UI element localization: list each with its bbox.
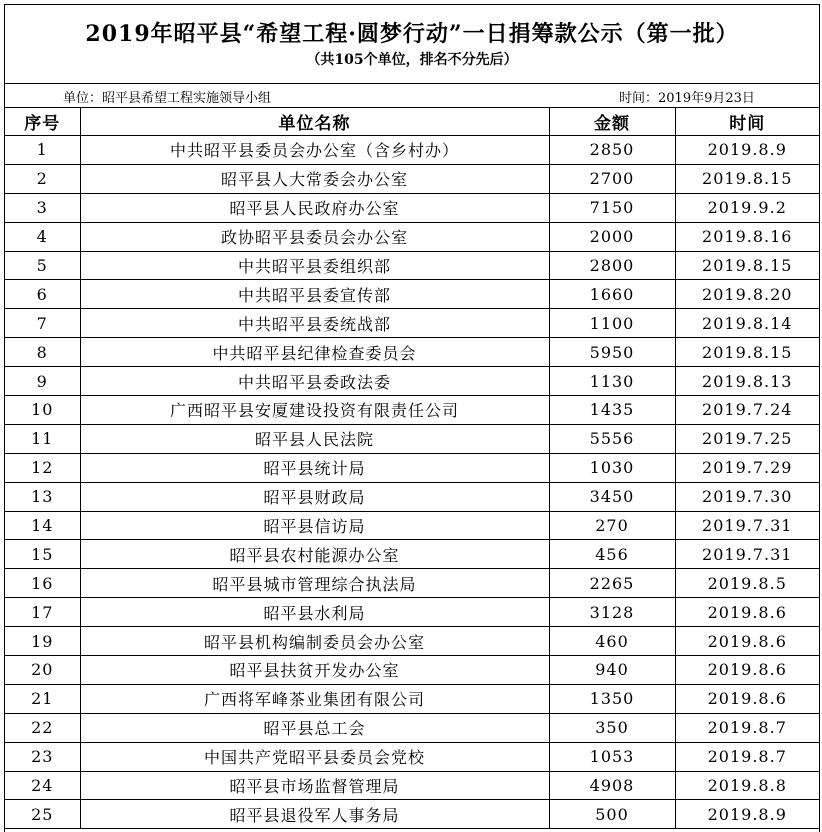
row-index: 6 [5, 280, 80, 309]
row-index: 15 [5, 540, 80, 569]
row-amount: 456 [549, 540, 675, 569]
table-row [5, 482, 819, 511]
row-date: 2019.8.15 [675, 251, 819, 280]
row-unit-name: 中共昭平县纪律检查委员会 [80, 338, 549, 367]
row-unit-name: 中国共产党昭平县委员会党校 [80, 742, 549, 771]
table-row [5, 569, 819, 598]
table-row [5, 598, 819, 627]
table-row [5, 656, 819, 685]
row-date: 2019.8.16 [675, 222, 819, 251]
row-unit-name: 昭平县市场监督管理局 [80, 771, 549, 800]
row-date: 2019.8.7 [675, 713, 819, 742]
row-unit-name: 昭平县财政局 [80, 482, 549, 511]
row-amount: 1053 [549, 742, 675, 771]
issuing-unit: 单位：昭平县希望工程实施领导小组 [63, 91, 272, 106]
row-date: 2019.7.30 [675, 482, 819, 511]
row-unit-name: 中共昭平县委员会办公室（含乡村办） [80, 136, 549, 165]
row-unit-name: 昭平县机构编制委员会办公室 [80, 627, 549, 656]
table-row [5, 800, 819, 829]
header-index: 序号 [5, 108, 80, 136]
row-date: 2019.8.8 [675, 771, 819, 800]
page-title: 2019年昭平县“希望工程·圆梦行动”一日捐筹款公示（第一批） [85, 21, 739, 47]
table-row [5, 511, 819, 540]
row-amount: 7150 [549, 193, 675, 222]
row-date: 2019.7.29 [675, 453, 819, 482]
row-index: 3 [5, 193, 80, 222]
table-row [5, 164, 819, 193]
row-unit-name: 昭平县人民法院 [80, 424, 549, 453]
row-amount: 270 [549, 511, 675, 540]
table-row [5, 713, 819, 742]
row-unit-name: 中共昭平县委组织部 [80, 251, 549, 280]
table-row [5, 222, 819, 251]
row-index: 11 [5, 424, 80, 453]
table-row [5, 453, 819, 482]
table-row [5, 771, 819, 800]
row-date: 2019.8.6 [675, 656, 819, 685]
row-index: 14 [5, 511, 80, 540]
row-unit-name: 广西昭平县安厦建设投资有限责任公司 [80, 396, 549, 425]
row-unit-name: 中共昭平县委政法委 [80, 367, 549, 396]
row-index: 22 [5, 713, 80, 742]
donation-table [5, 107, 819, 829]
table-row [5, 136, 819, 165]
table-row [5, 742, 819, 771]
table-row [5, 251, 819, 280]
row-unit-name: 昭平县统计局 [80, 453, 549, 482]
table-row [5, 424, 819, 453]
row-amount: 1350 [549, 684, 675, 713]
row-index: 2 [5, 164, 80, 193]
table-row [5, 684, 819, 713]
row-index: 23 [5, 742, 80, 771]
row-unit-name: 昭平县退役军人事务局 [80, 800, 549, 829]
row-index: 19 [5, 627, 80, 656]
row-amount: 5950 [549, 338, 675, 367]
row-index: 21 [5, 684, 80, 713]
row-index: 25 [5, 800, 80, 829]
row-index: 5 [5, 251, 80, 280]
header-unit-name: 单位名称 [80, 108, 549, 136]
row-index: 10 [5, 396, 80, 425]
row-amount: 460 [549, 627, 675, 656]
table-row [5, 540, 819, 569]
row-amount: 1100 [549, 309, 675, 338]
row-unit-name: 昭平县信访局 [80, 511, 549, 540]
row-amount: 2800 [549, 251, 675, 280]
row-amount: 1030 [549, 453, 675, 482]
row-date: 2019.8.6 [675, 627, 819, 656]
row-index: 9 [5, 367, 80, 396]
row-amount: 4908 [549, 771, 675, 800]
row-index: 20 [5, 656, 80, 685]
row-amount: 2265 [549, 569, 675, 598]
row-amount: 1435 [549, 396, 675, 425]
row-amount: 3128 [549, 598, 675, 627]
table-row [5, 193, 819, 222]
page-subtitle: （共105个单位，排名不分先后） [306, 52, 518, 68]
row-date: 2019.8.7 [675, 742, 819, 771]
row-date: 2019.8.6 [675, 684, 819, 713]
row-index: 12 [5, 453, 80, 482]
row-unit-name: 昭平县扶贫开发办公室 [80, 656, 549, 685]
row-index: 24 [5, 771, 80, 800]
row-amount: 5556 [549, 424, 675, 453]
row-unit-name: 昭平县人大常委会办公室 [80, 164, 549, 193]
table-row [5, 367, 819, 396]
table-row [5, 627, 819, 656]
row-index: 16 [5, 569, 80, 598]
row-index: 13 [5, 482, 80, 511]
row-unit-name: 广西将军峰茶业集团有限公司 [80, 684, 549, 713]
row-unit-name: 昭平县总工会 [80, 713, 549, 742]
row-unit-name: 政协昭平县委员会办公室 [80, 222, 549, 251]
row-index: 4 [5, 222, 80, 251]
row-date: 2019.7.31 [675, 511, 819, 540]
row-date: 2019.8.20 [675, 280, 819, 309]
row-date: 2019.8.9 [675, 136, 819, 165]
table-row [5, 309, 819, 338]
header-amount: 金额 [549, 108, 675, 136]
row-index: 17 [5, 598, 80, 627]
donation-notice-sheet [4, 4, 820, 832]
row-date: 2019.7.31 [675, 540, 819, 569]
row-index: 8 [5, 338, 80, 367]
row-amount: 2000 [549, 222, 675, 251]
row-amount: 500 [549, 800, 675, 829]
row-unit-name: 昭平县农村能源办公室 [80, 540, 549, 569]
meta-row [5, 83, 819, 108]
table-row [5, 280, 819, 309]
row-date: 2019.8.5 [675, 569, 819, 598]
table-row [5, 338, 819, 367]
row-unit-name: 中共昭平县委宣传部 [80, 280, 549, 309]
row-amount: 1130 [549, 367, 675, 396]
row-amount: 3450 [549, 482, 675, 511]
row-date: 2019.8.14 [675, 309, 819, 338]
table-row [5, 396, 819, 425]
row-amount: 2700 [549, 164, 675, 193]
row-index: 7 [5, 309, 80, 338]
row-date: 2019.7.24 [675, 396, 819, 425]
row-amount: 940 [549, 656, 675, 685]
row-amount: 350 [549, 713, 675, 742]
row-date: 2019.7.25 [675, 424, 819, 453]
row-date: 2019.9.2 [675, 193, 819, 222]
row-date: 2019.8.15 [675, 164, 819, 193]
row-date: 2019.8.15 [675, 338, 819, 367]
row-amount: 1660 [549, 280, 675, 309]
row-date: 2019.8.13 [675, 367, 819, 396]
header-date: 时间 [675, 108, 819, 136]
row-unit-name: 昭平县城市管理综合执法局 [80, 569, 549, 598]
row-date: 2019.8.6 [675, 598, 819, 627]
issue-date: 时间：2019年9月23日 [619, 91, 755, 106]
row-date: 2019.8.9 [675, 800, 819, 829]
row-unit-name: 中共昭平县委统战部 [80, 309, 549, 338]
table-header-row [5, 108, 819, 136]
row-amount: 2850 [549, 136, 675, 165]
row-index: 1 [5, 136, 80, 165]
row-unit-name: 昭平县水利局 [80, 598, 549, 627]
row-unit-name: 昭平县人民政府办公室 [80, 193, 549, 222]
